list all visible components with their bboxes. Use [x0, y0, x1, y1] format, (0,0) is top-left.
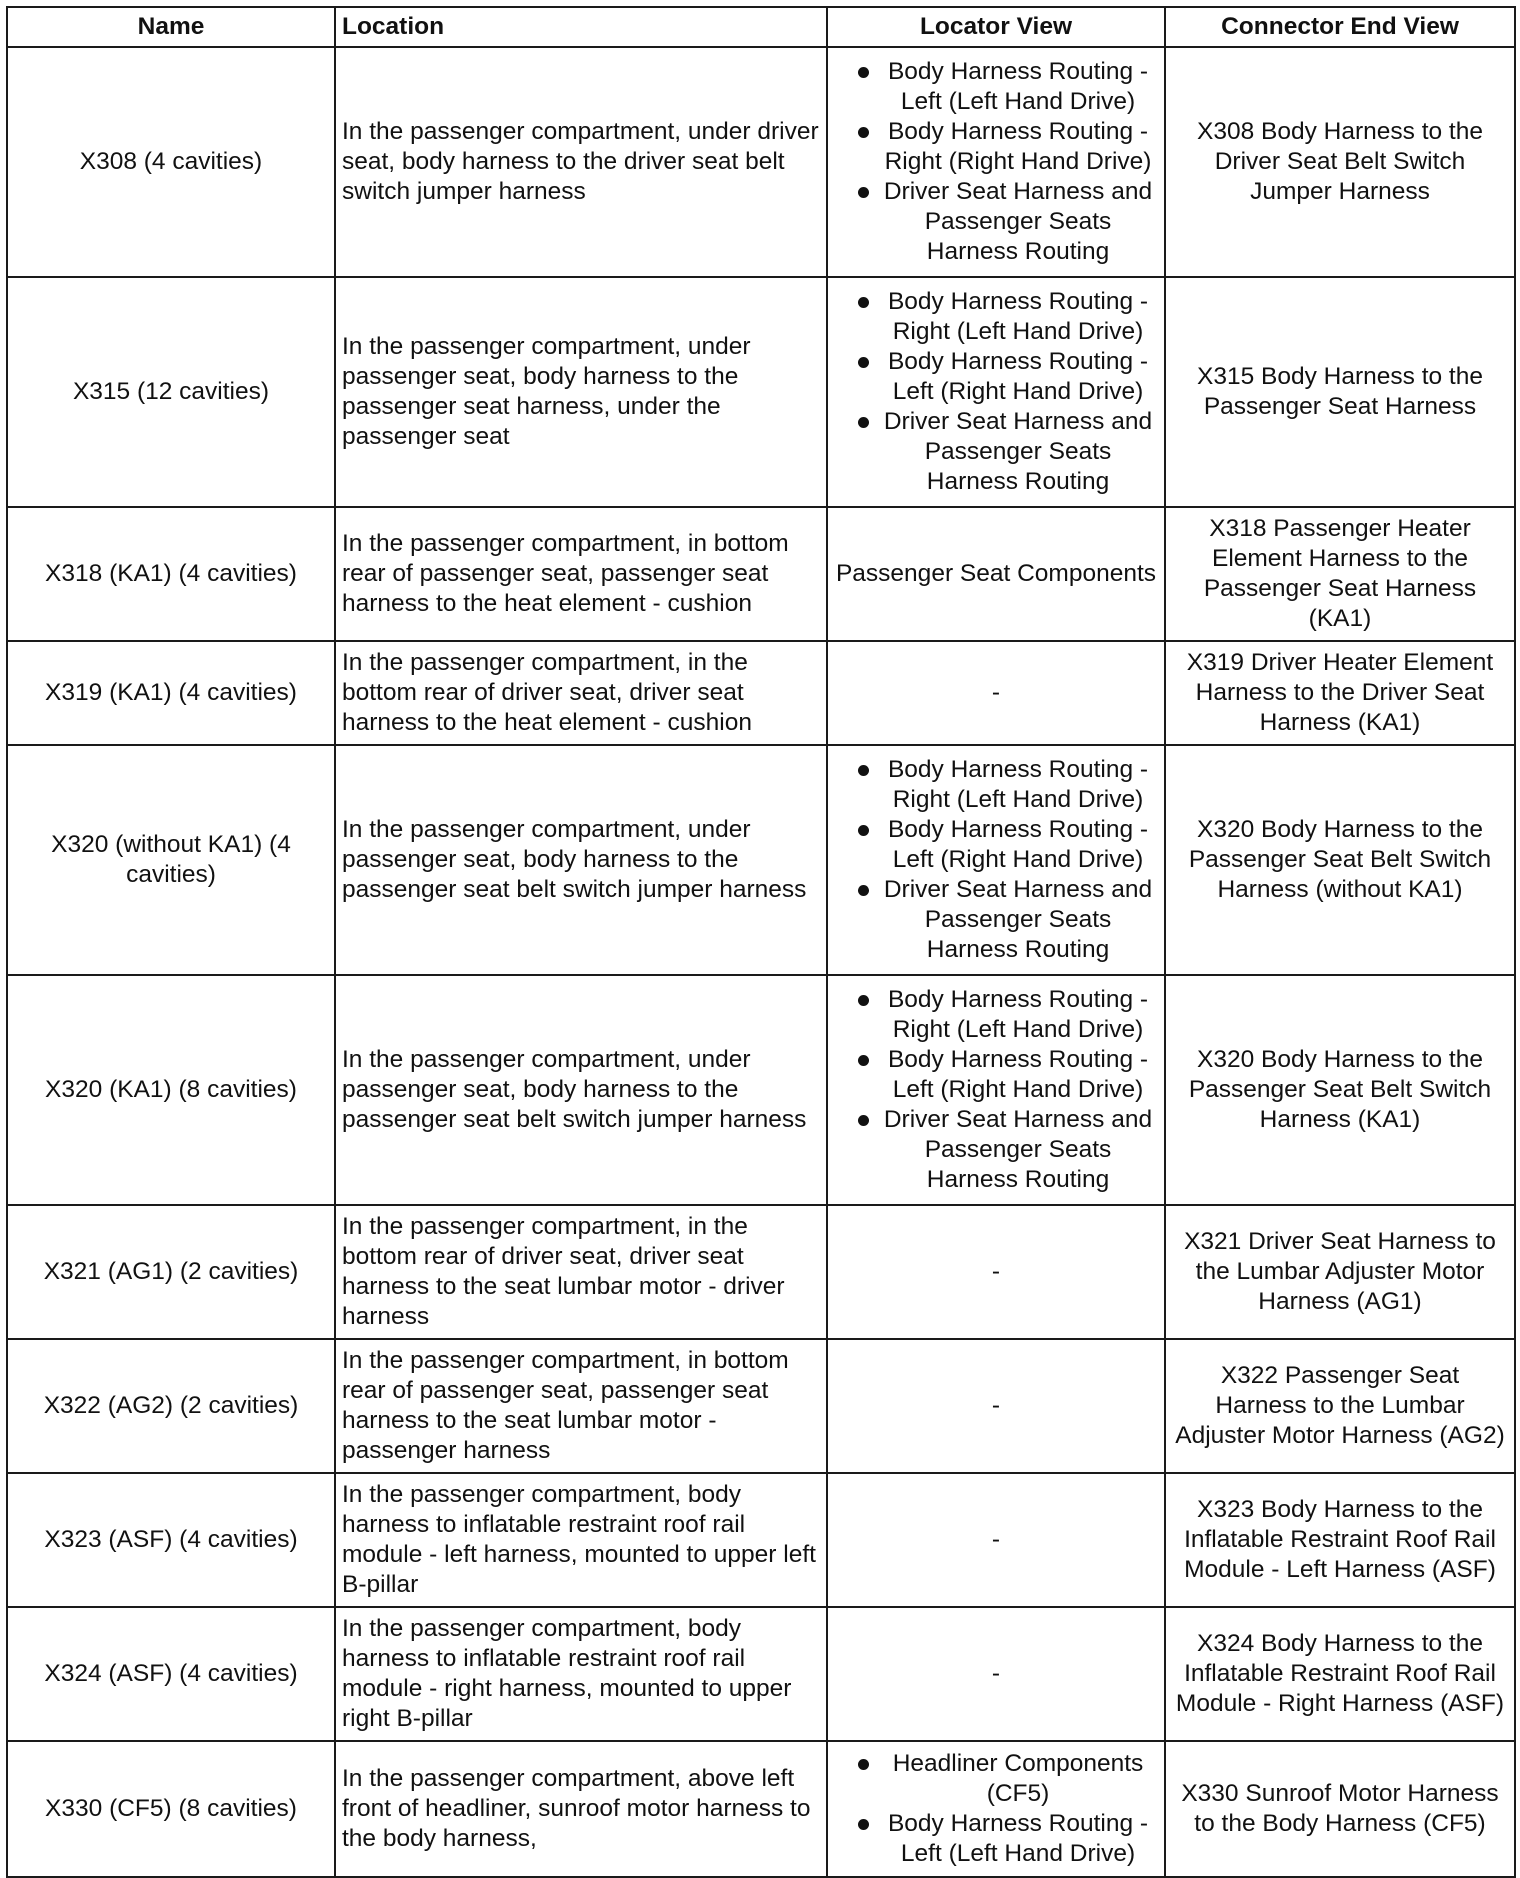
cell-name: X323 (ASF) (4 cavities)	[7, 1473, 335, 1607]
locator-link[interactable]: Body Harness Routing - Left (Left Hand Drive)	[834, 1809, 1158, 1869]
locator-link[interactable]: Body Harness Routing - Right (Left Hand Drive)	[834, 287, 1158, 347]
cell-location: In the passenger compartment, under passenger seat, body harness to the passenger seat belt switch jumper harness	[335, 745, 827, 975]
cell-connector-end-view[interactable]: X323 Body Harness to the Inflatable Restraint Roof Rail Module - Left Harness (ASF)	[1165, 1473, 1515, 1607]
connector-table	[6, 6, 1516, 1878]
header-connector-end-view: Connector End View	[1165, 7, 1515, 47]
cell-location: In the passenger compartment, under passenger seat, body harness to the passenger seat harness, under the passenger seat	[335, 277, 827, 507]
cell-connector-end-view[interactable]: X321 Driver Seat Harness to the Lumbar Adjuster Motor Harness (AG1)	[1165, 1205, 1515, 1339]
table-row	[7, 641, 1515, 745]
header-locator-view: Locator View	[827, 7, 1165, 47]
table-row	[7, 1741, 1515, 1877]
table-row	[7, 745, 1515, 975]
header-location: Location	[335, 7, 827, 47]
cell-location: In the passenger compartment, in the bottom rear of driver seat, driver seat harness to the heat element - cushion	[335, 641, 827, 745]
table-row	[7, 1339, 1515, 1473]
locator-link[interactable]: Headliner Components (CF5)	[834, 1749, 1158, 1809]
cell-locator-view	[827, 47, 1165, 277]
cell-locator-view: -	[827, 1339, 1165, 1473]
table-row	[7, 1473, 1515, 1607]
locator-list	[834, 1749, 1158, 1869]
cell-location: In the passenger compartment, above left front of headliner, sunroof motor harness to the body harness,	[335, 1741, 827, 1877]
table-row	[7, 975, 1515, 1205]
cell-name: X320 (KA1) (8 cavities)	[7, 975, 335, 1205]
locator-link[interactable]: Body Harness Routing - Right (Left Hand Drive)	[834, 985, 1158, 1045]
table-row	[7, 47, 1515, 277]
locator-list	[834, 755, 1158, 965]
cell-connector-end-view[interactable]: X319 Driver Heater Element Harness to the Driver Seat Harness (KA1)	[1165, 641, 1515, 745]
locator-link[interactable]: Driver Seat Harness and Passenger Seats Harness Routing	[834, 407, 1158, 497]
cell-connector-end-view[interactable]: X324 Body Harness to the Inflatable Restraint Roof Rail Module - Right Harness (ASF)	[1165, 1607, 1515, 1741]
cell-location: In the passenger compartment, in bottom rear of passenger seat, passenger seat harness to the heat element - cushion	[335, 507, 827, 641]
locator-link[interactable]: Driver Seat Harness and Passenger Seats Harness Routing	[834, 177, 1158, 267]
cell-locator-view: -	[827, 1205, 1165, 1339]
cell-locator-view	[827, 1741, 1165, 1877]
cell-connector-end-view[interactable]: X320 Body Harness to the Passenger Seat Belt Switch Harness (KA1)	[1165, 975, 1515, 1205]
locator-link[interactable]: Driver Seat Harness and Passenger Seats Harness Routing	[834, 1105, 1158, 1195]
cell-location: In the passenger compartment, in bottom rear of passenger seat, passenger seat harness to the seat lumbar motor - passenger harness	[335, 1339, 827, 1473]
cell-name: X318 (KA1) (4 cavities)	[7, 507, 335, 641]
locator-link[interactable]: Body Harness Routing - Left (Right Hand Drive)	[834, 815, 1158, 875]
cell-connector-end-view[interactable]: X315 Body Harness to the Passenger Seat Harness	[1165, 277, 1515, 507]
cell-name: X308 (4 cavities)	[7, 47, 335, 277]
locator-list	[834, 57, 1158, 267]
cell-connector-end-view[interactable]: X320 Body Harness to the Passenger Seat Belt Switch Harness (without KA1)	[1165, 745, 1515, 975]
cell-connector-end-view[interactable]: X318 Passenger Heater Element Harness to the Passenger Seat Harness (KA1)	[1165, 507, 1515, 641]
cell-location: In the passenger compartment, under passenger seat, body harness to the passenger seat belt switch jumper harness	[335, 975, 827, 1205]
cell-location: In the passenger compartment, in the bottom rear of driver seat, driver seat harness to the seat lumbar motor - driver harness	[335, 1205, 827, 1339]
cell-name: X324 (ASF) (4 cavities)	[7, 1607, 335, 1741]
locator-link[interactable]: Driver Seat Harness and Passenger Seats Harness Routing	[834, 875, 1158, 965]
table-row	[7, 1205, 1515, 1339]
cell-locator-view: -	[827, 641, 1165, 745]
cell-location: In the passenger compartment, body harness to inflatable restraint roof rail module - right harness, mounted to upper right B-pillar	[335, 1607, 827, 1741]
cell-name: X320 (without KA1) (4 cavities)	[7, 745, 335, 975]
header-name: Name	[7, 7, 335, 47]
locator-list	[834, 287, 1158, 497]
locator-link[interactable]: Body Harness Routing - Right (Left Hand Drive)	[834, 755, 1158, 815]
cell-locator-view	[827, 745, 1165, 975]
header-row	[7, 7, 1515, 47]
cell-name: X315 (12 cavities)	[7, 277, 335, 507]
cell-connector-end-view[interactable]: X308 Body Harness to the Driver Seat Belt Switch Jumper Harness	[1165, 47, 1515, 277]
locator-link[interactable]: Body Harness Routing - Left (Right Hand Drive)	[834, 347, 1158, 407]
cell-name: X330 (CF5) (8 cavities)	[7, 1741, 335, 1877]
cell-name: X319 (KA1) (4 cavities)	[7, 641, 335, 745]
table-row	[7, 1607, 1515, 1741]
table-row	[7, 277, 1515, 507]
cell-locator-view: -	[827, 1473, 1165, 1607]
locator-link[interactable]: Body Harness Routing - Right (Right Hand Drive)	[834, 117, 1158, 177]
locator-link[interactable]: Body Harness Routing - Left (Right Hand Drive)	[834, 1045, 1158, 1105]
cell-locator-view	[827, 975, 1165, 1205]
table-row	[7, 507, 1515, 641]
cell-name: X321 (AG1) (2 cavities)	[7, 1205, 335, 1339]
locator-list	[834, 985, 1158, 1195]
cell-locator-view: -	[827, 1607, 1165, 1741]
cell-locator-view	[827, 277, 1165, 507]
cell-name: X322 (AG2) (2 cavities)	[7, 1339, 335, 1473]
cell-location: In the passenger compartment, under driver seat, body harness to the driver seat belt switch jumper harness	[335, 47, 827, 277]
cell-connector-end-view[interactable]: X322 Passenger Seat Harness to the Lumbar Adjuster Motor Harness (AG2)	[1165, 1339, 1515, 1473]
cell-location: In the passenger compartment, body harness to inflatable restraint roof rail module - left harness, mounted to upper left B-pillar	[335, 1473, 827, 1607]
cell-connector-end-view[interactable]: X330 Sunroof Motor Harness to the Body Harness (CF5)	[1165, 1741, 1515, 1877]
locator-link[interactable]: Body Harness Routing - Left (Left Hand Drive)	[834, 57, 1158, 117]
cell-locator-view[interactable]: Passenger Seat Components	[827, 507, 1165, 641]
